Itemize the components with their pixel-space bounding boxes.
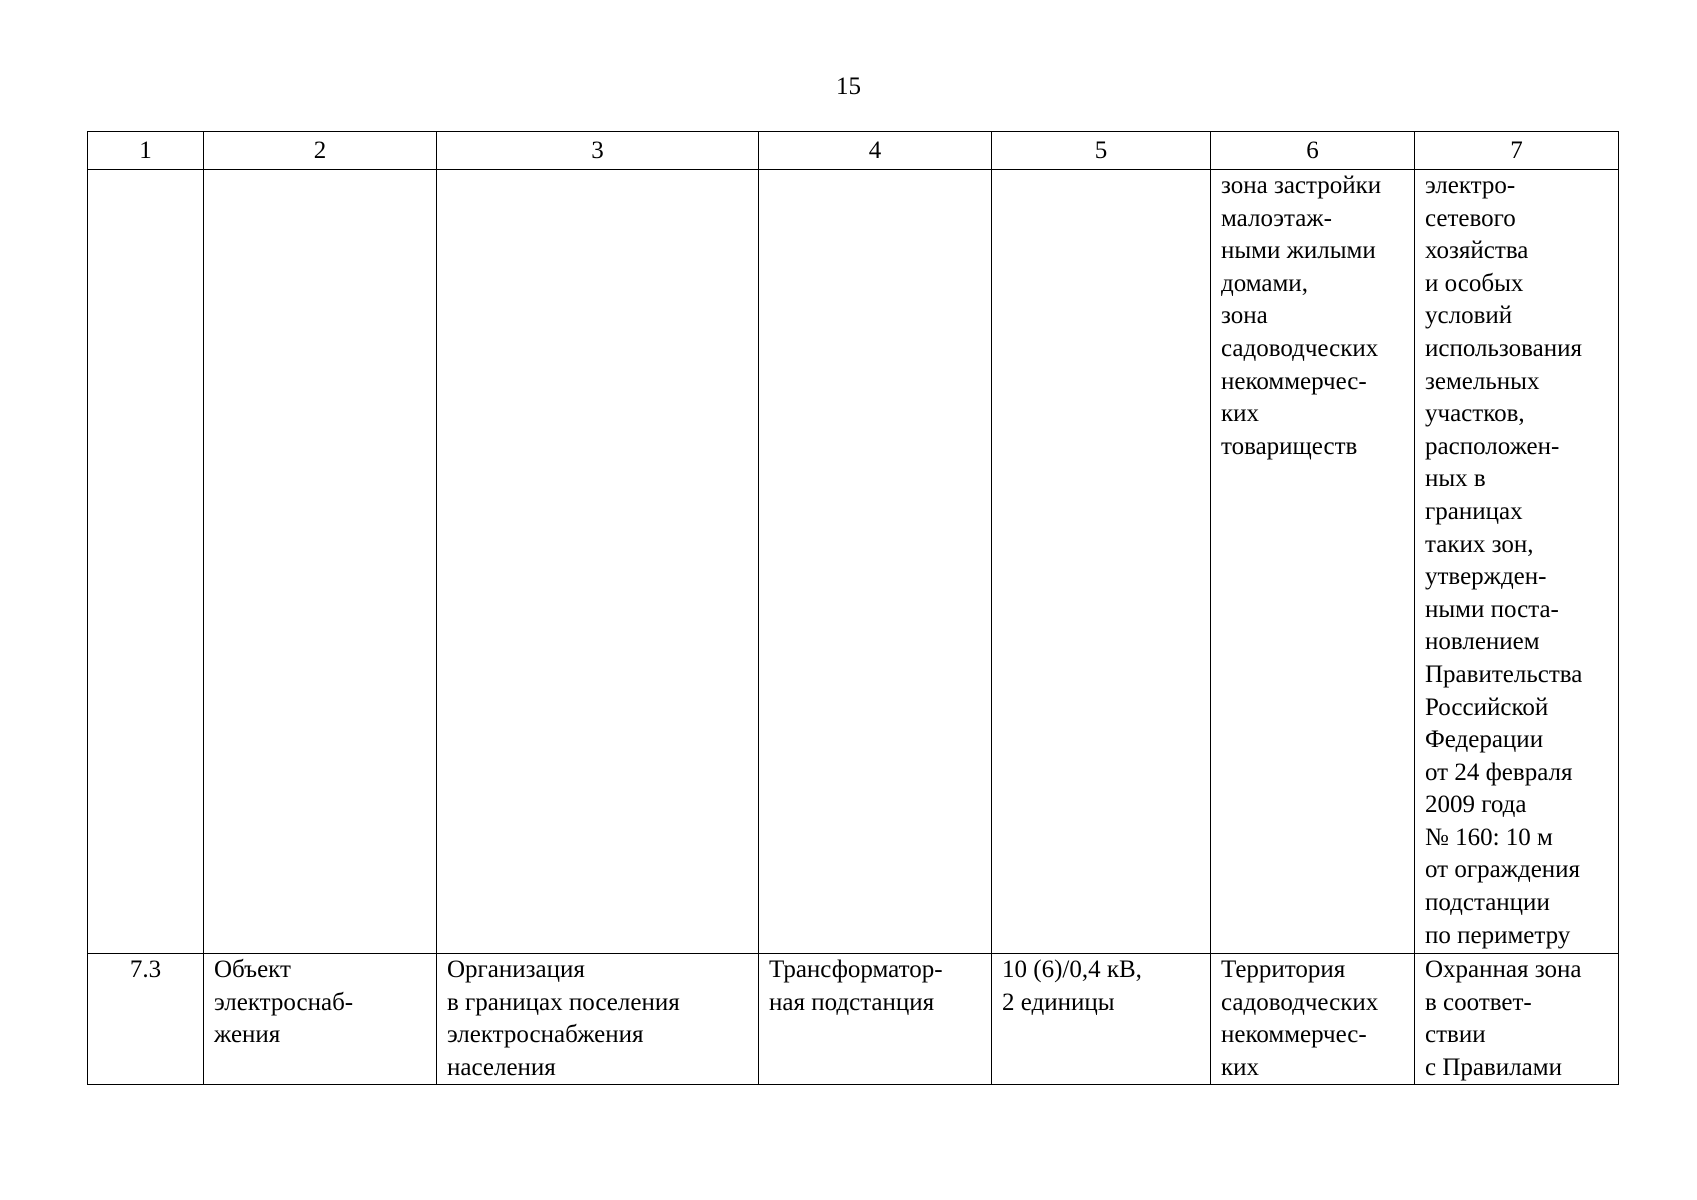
table-cell — [437, 170, 759, 954]
page-number: 15 — [836, 73, 861, 100]
table-cell-location: Территория садоводческих некоммерчес- ких — [1211, 954, 1415, 1085]
column-header-4: 4 — [759, 132, 992, 170]
column-header-1: 1 — [88, 132, 204, 170]
table-cell — [992, 170, 1211, 954]
document-table — [87, 131, 1619, 1085]
table-cell-restrictions: электро- сетевого хозяйства и особых условий использования земельных участков, расположен- ных в границах таких зон, утвержден- ными поста- новлением Правительства Российской Федерации от 24 февраля 2009 года № 160: 10 м от ограждения подстанции по периметру — [1415, 170, 1619, 954]
table-cell-zone-info: Охранная зона в соответ- ствии с Правилами — [1415, 954, 1619, 1085]
table-cell — [88, 170, 204, 954]
column-header-7: 7 — [1415, 132, 1619, 170]
table-row-7-3 — [88, 954, 1619, 1085]
column-header-2: 2 — [204, 132, 437, 170]
table-cell — [759, 170, 992, 954]
table-cell-number: 7.3 — [88, 954, 204, 1085]
table-cell-zone-description: зона застройки малоэтаж- ными жилыми домами, зона садоводческих некоммерчес- ких товариществ — [1211, 170, 1415, 954]
table-header-row — [88, 132, 1619, 170]
table-cell — [204, 170, 437, 954]
table-cell-object-name: Трансформатор- ная подстанция — [759, 954, 992, 1085]
column-header-3: 3 — [437, 132, 759, 170]
table-row-continuation — [88, 170, 1619, 954]
column-header-6: 6 — [1211, 132, 1415, 170]
table-cell-purpose: Организация в границах поселения электроснабжения населения — [437, 954, 759, 1085]
table-cell-object-type: Объект электроснаб- жения — [204, 954, 437, 1085]
column-header-5: 5 — [992, 132, 1211, 170]
table-cell-characteristics: 10 (6)/0,4 кВ, 2 единицы — [992, 954, 1211, 1085]
